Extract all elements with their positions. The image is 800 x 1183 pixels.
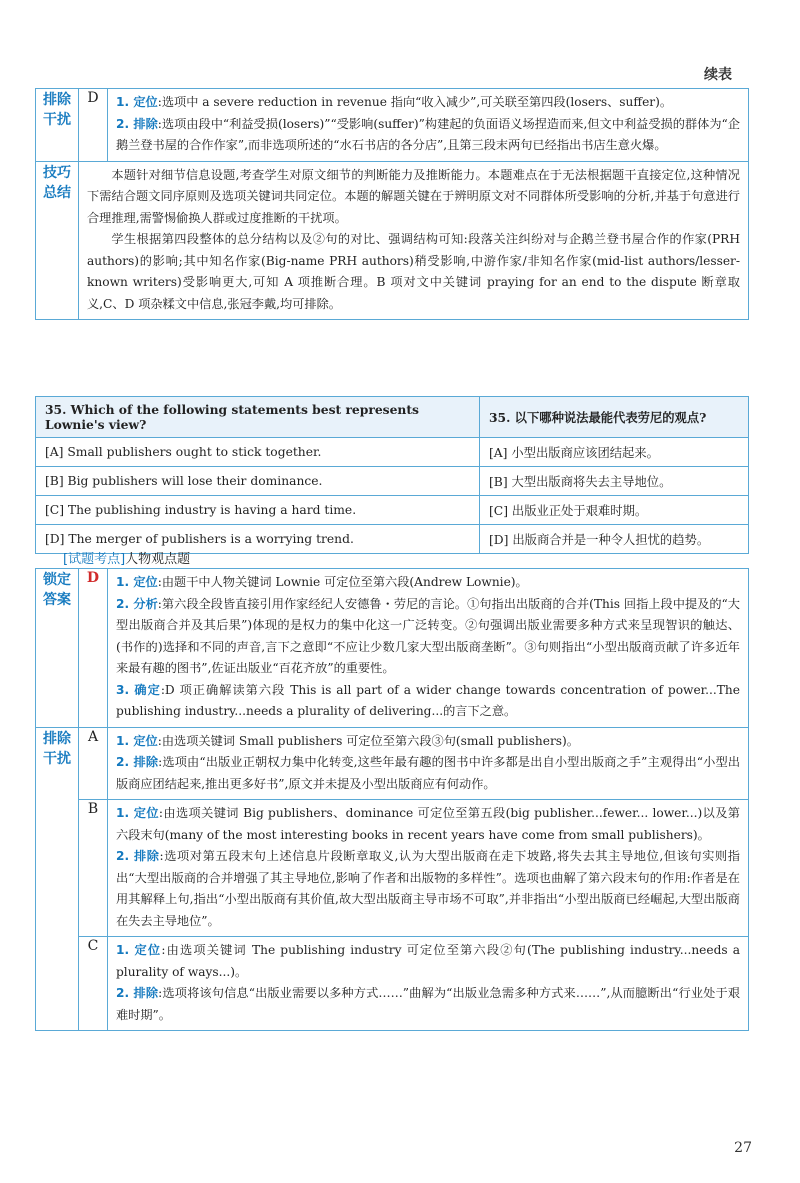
exclude-row — [36, 727, 749, 800]
explanation-cell: 1. 定位:由题干中人物关键词 Lownie 可定位至第六段(Andrew Lownie)。 2. 分析:第六段全段皆直接引用作家经纪人安德鲁・劳尼的言论。①句指出出版商的合并(This 回指上段中提及的“大型出版商合并及其后果”)体现的是权力的集中化这一广泛转变。②句强调出版业需要多种方式来呈现智识的触达、(书作的)选择和不同的声音,言下之意即“不应让少数几家大型出版商垄断”。③句则指出“小型出版商贡献了许多近年来最有趣的图书”,佐证出版业“百花齐放”的重要性。 3. 确定:D 项正确解读第六段 This is all part of a wider change towards concentration of power...The publishing industry...needs a plurality of delivering...的言下之意。 — [108, 569, 749, 728]
answer-letter: D — [79, 569, 108, 728]
category-label: 排除 干扰 — [36, 727, 79, 1031]
question-en: 35. Which of the following statements best represents Lownie's view? — [36, 397, 480, 438]
continued-label: 续表 — [704, 67, 732, 83]
analysis-table-q35 — [35, 568, 749, 1031]
exclude-row — [36, 89, 749, 162]
category-label: 排除 干扰 — [36, 89, 79, 162]
page-number: 27 — [734, 1140, 752, 1156]
exclude-row — [36, 937, 749, 1031]
question-table — [35, 396, 749, 554]
category-label: 技巧 总结 — [36, 161, 79, 320]
option-row: [D] The merger of publishers is a worrying trend. [D] 出版商合并是一种令人担忧的趋势。 — [36, 525, 749, 554]
exclude-row — [36, 800, 749, 937]
option-letter: D — [79, 89, 108, 162]
option-letter: B — [79, 800, 108, 937]
answer-row — [36, 569, 749, 728]
explanation-cell: 1. 定位:由选项关键词 Big publishers、dominance 可定位至第五段(big publisher...fewer... lower...)以及第六段末句(many of the most interesting books in recent years have come from small publishers)。 2. 排除:选项对第五段末句上述信息片段断章取义,认为大型出版商在走下坡路,将失去其主导地位,但该句实则指出“大型出版商的合并增强了其主导地位,影响了作者和出版物的多样性”。选项也曲解了第六段末句的作用:作者是在用其解释上句,指出“小型出版商有其价值,故大型出版商主导市场不可取”,并非指出“小型出版商已经崛起,大型出版商在失去主导地位”。 — [108, 800, 749, 937]
option-letter: A — [79, 727, 108, 800]
category-label: 锁定 答案 — [36, 569, 79, 728]
option-row: [B] Big publishers will lose their dominance. [B] 大型出版商将失去主导地位。 — [36, 467, 749, 496]
question-keypoint: [试题考点]人物观点题 — [63, 552, 191, 567]
explanation-cell: 1. 定位:由选项关键词 Small publishers 可定位至第六段③句(small publishers)。 2. 排除:选项由“出版业正朝权力集中化转变,这些年最有趣的图书中许多都是出自小型出版商之手”主观得出“小型出版商应团结起来,推出更多好书”,原文并未提及小型出版商应有何动作。 — [108, 727, 749, 800]
option-row: [A] Small publishers ought to stick together. [A] 小型出版商应该团结起来。 — [36, 438, 749, 467]
tips-row — [36, 161, 749, 320]
analysis-table-q34 — [35, 88, 749, 320]
explanation-cell: 1. 定位:选项中 a severe reduction in revenue 指向“收入减少”,可关联至第四段(losers、suffer)。 2. 排除:选项由段中“利益受损(losers)”“受影响(suffer)”构建起的负面语义场捏造而来,但文中利益受损的群体为“企鹅兰登书屋的合作作家”,而非选项所述的“水石书店的各分店”,且第三段末两句已经指出书店生意火爆。 — [108, 89, 749, 162]
tips-cell: 本题针对细节信息设题,考查学生对原文细节的判断能力及推断能力。本题难点在于无法根据题干直接定位,这种情况下需结合题文同序原则及选项关键词共同定位。本题的解题关键在于辨明原文对不同群体所受影响的分析,并基于句意进行合理推理,需警惕偷换人群或过度推断的干扰项。 学生根据第四段整体的总分结构以及②句的对比、强调结构可知:段落关注纠纷对与企鹅兰登书屋合作的作家(PRH authors)的影响;其中知名作家(Big-name PRH authors)稍受影响,中游作家/非知名作家(mid-list authors/lesser-known writers)受影响更大,可知 A 项推断合理。B 项对文中关键词 praying for an end to the dispute 断章取义,C、D 项杂糅文中信息,张冠李戴,均可排除。 — [79, 161, 749, 320]
explanation-cell: 1. 定位:由选项关键词 The publishing industry 可定位至第六段②句(The publishing industry...needs a plurality of ways...)。 2. 排除:选项将该句信息“出版业需要以多种方式……”曲解为“出版业急需多种方式来……”,从而臆断出“行业处于艰难时期”。 — [108, 937, 749, 1031]
question-zh: 35. 以下哪种说法最能代表劳尼的观点? — [480, 397, 749, 438]
question-row — [36, 397, 749, 438]
option-row: [C] The publishing industry is having a hard time. [C] 出版业正处于艰难时期。 — [36, 496, 749, 525]
option-letter: C — [79, 937, 108, 1031]
